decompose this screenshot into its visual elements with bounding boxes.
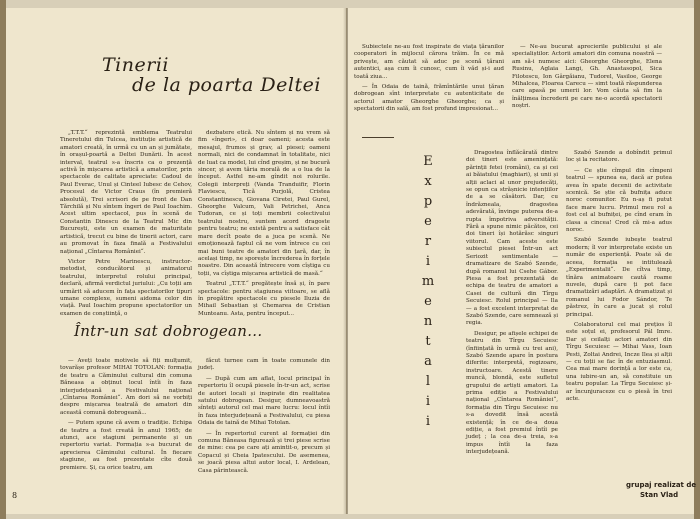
vertical-letter: E (423, 154, 433, 169)
left-column-1 (60, 130, 192, 321)
vertical-letter: p (423, 194, 433, 209)
paragraph: dezbatere etică. Nu sîntem și nu vrem să fim «îngeri», ci doar oameni; acesta este mesajul, frumos și grav, al piesei; oameni normali, nici de condamnat în totalitate, nici de luat ca model, lui cînd greșim, și ne bucură sincer, și avem tăria morală de a o lua de la început. Astfel ne-am gîndit noi rolurile. Colegii interpreți (Vanda Tranduifir, Florin Flaviescu, Tică Purjolă, Cristea Constantinescu, Giovana Ciretei, Paul Gurel, Gheorghe Valcum, Vali Petrichei, Anca Tudoran, ce și toți membrii colectivului teatrului nostru, suntem acord dragoste pentru teatru; ne există pentru a satisface cât mare decît poate de a juca pe scenă. Ne emoționează faptul că ne vom întrece cu cei mai buni teatre de amatori din țară, dar, în același timp, ne sporește încrederea în forțele noastre. Din această întrecere vom cîștiga cu toții, va cîștiga mișcarea artistică de masă.“ (198, 130, 330, 277)
vertical-letter: a (424, 354, 432, 369)
right-column-4 (566, 150, 672, 406)
paragraph: „T.T.T.“ reprezintă emblema Teatrului Tineretului din Tulcea, instituție artistică de amatori creată, în urmă cu un an și jumătate, în orașul-poartă a Deltei Dunării. În acest interval, teatrul s-a înscris ca o prezență activă în mișcarea artistică a amatorilor, prin spectacole de calitate apreciate: Cadoul de Paul Everac, Unul și Cinteel Iubesc de Cehov, Procesul de Victor Craus (în premieră absolută), Trei scrisori de pe front de Dan Tărchilă și Nu sîntem îngeri de Paul Ioachim. Acest ultim spectacol, pus în scenă de Constantin Dinescu de la Teatrul Mic din București, este un examen de maturitate artistică, trecut cu bine de tinerii actori, care au promovat în faza finală a Festivalului național „Cîntarea României“. (60, 130, 192, 255)
vertical-letter: e (424, 214, 432, 229)
vertical-letter: e (424, 294, 432, 309)
left-page (6, 8, 347, 514)
paragraph: Teatrul „T.T.T.“ pregătește însă și, în pare spectacole: pentru stagiunea viitoare, se află în pregătire spectacole cu piesele Iluzia de Mihail Sebastian și Chemarea de Cristian Munteanu. Asta, pentru început... (198, 281, 330, 317)
paragraph: — Ne-au bucurat aprecierile publicului și ale specialiștilor. Actorii amatori din comuna noastră — am să-i numesc aici: Gheorghe Gheorghe, Elena Rusinu, Aglaia Langi, Gh. Anastasopol, Sica Filotescu, Ion Gârgăianu, Tudorel, Vasiloe, George Mihalcea, Floarea Carecu — simt toată răspunderea care apasă pe umerii lor. Vom căuta să fim la înălțimea încrederii pe care ne-o acordă spectatorii noștri. (512, 44, 662, 110)
vertical-letter: x (424, 174, 432, 189)
right-column-3 (466, 150, 558, 460)
vertical-letter: m (421, 274, 435, 289)
paragraph: — În repertoriul curent al formației din comuna Băneasa figurează și trei piese scrise de mine: cea pe care ați amintit-o, precum și Copacul și Cheia Ipatescului. De asemenea, se joacă piesa altui autor local, I. Ardelean, Casa părintească. (198, 430, 330, 474)
vertical-letter: t (425, 334, 431, 349)
right-binding-edge (694, 0, 700, 519)
left-column-4 (198, 358, 330, 478)
vertical-letter: i (425, 414, 431, 429)
paragraph: — În Odaia de taină, frămîntările unui țăran dobrogean sînt interpretate cu autenticitate de actorul amator Gheorghe Gheorghe; ca și spectatorii din sală, am fost profund impresionat... (354, 84, 504, 113)
paragraph: — Aveți toate motivele să fiți mulțumit, tovarășe profesor MIHAI TOTOLAN: formația de teatru a Căminului cultural din comuna Băneasa a obținut locul întîi în faza interjudețeană a Festivalului național „Cîntarea României“. Am dori să ne vorbiți despre mișcarea teatrală de amatori din această comună dobrogeană... (60, 358, 192, 416)
paragraph: — După cum am aflat, locul principal în repertoriu îl ocupă piesele în-tr-un act, scrise de autori locali și inspirate din realitatea satului dobrogean. Desigur, dumneavoastră sînteți autorul cel mai mare lucru: locul întîi în faza interjudețeană a Festivalului, cu piesa Odaia de taină de Mihai Totolan. (198, 375, 330, 427)
vertical-letter: i (425, 394, 431, 409)
paragraph: Szabó Szende iubește teatrul modern; îl vor interpretate existe un număr de experiență. Poate să de aceea, formația se intitulează „Experimentalii“. De cîtva timp, tînăra animatoare caută roame nuvele, după care ți pot face dramatizări adaptări. A dramatizat și romanul lui Fodor Sándor, Te păstrez, în care a jucat și rolul principal. (566, 237, 672, 318)
paragraph: Subiectele ne-au fost inspirate de viața țăranilor cooperatori în mijlocul cărora trăim. În ce mă privește, am căutat să aduc pe scenă țărani autentici, așa cum îi cunosc, cum îi văd și-i aud toată ziua... (354, 44, 504, 80)
right-column-1 (354, 44, 504, 117)
article-title-line2: de la poarta Deltei (132, 74, 321, 96)
paragraph: Szabó Szende a dobîndit primul loc și la recitatore. (566, 150, 672, 164)
vertical-letter: n (423, 314, 433, 329)
left-column-3 (60, 358, 192, 475)
paragraph: Desigur, pe afișele echipei de teatru din Tîrgu Secuiesc (înființată în urmă cu trei ani), Szabó Szende apare în postura diferite: interpretă, regizoare, instructoare. Acestă tinere muncă, blondă, este sufletul grupului de artiști amatori. La prima ediție a Festivalului național „Cîntarea României“, formația din Tîrgu Secuiesc nu s-a dovedit însă acestă existență; în ce de-a doua ediție, a fost premiul întîi pe județ ; la cea de-a treia, s-a impus întîi la faza interjudețeană. (466, 330, 558, 456)
vertical-letter: i (425, 254, 431, 269)
credit-line: grupaj realizat de (626, 481, 697, 489)
paragraph: Victor Petre Marinescu, instructor-metodist, conducătorul și animatorul teatrului, interpretul rolului principal, declară, afirmă verdictul juriului: „Cu toții am urmărit să aducem în fața spectatorilor tipuri umane complexe, sumeni aidoma celor din viață. Paul Ioachim propune spectatorilor un examen de conștiință, o (60, 258, 192, 317)
credit-author: Stan Vlad (640, 491, 679, 499)
paragraph: Colaboratorul cel mai prețios îl este soțul ei, profesorul Pál Imre. Dar și ceilalți actori amatori din Tîrgu Secuiesc — Mihai Vass, Ioan Pesti, Zoltai Andrei, Incze Ilea și alții — cu toții se fac în de entuziasmul. Cea mai mare dorință a lor este ca, una iubire-un an, să constituie un teatru popular. La Tîrgu Secuiesc și-ar încunjuraceze cu o piesă în trei acte. (566, 321, 672, 402)
paragraph: — Ce știe cîmpul din cîmpeni teatrul — spunea ea, dacă ar putea avea în spate decenii de activitate scenică. Se știe că bufnița aduce noroc comunitor. Eu n-aș fi putut face mare lucru. Primul meu rol a fost cel al bufniței, pe cînd eram în clasa a cincea! Cred că mi-a adus noroc. (566, 167, 672, 234)
vertical-section-title (421, 152, 435, 432)
article-title-line1: Tinerii (102, 54, 169, 76)
article-subtitle: Într-un sat dobrogean... (74, 322, 263, 340)
right-column-2 (512, 44, 662, 114)
vertical-letter: l (425, 374, 431, 389)
paragraph: făcut turnee cam în toate comunele din județ. (198, 358, 330, 372)
page-number: 8 (12, 491, 18, 500)
paragraph: Dragostea înflăcărată dintre doi tineri este amenințată: părinții fetei (români), ca și cei ai băiatului (maghiari), și unii și alții aclaci al unor prejudecăți, se opun ca strășnicie intențiilor de a se căsători. Dar, cu îndrăzneala, dragostea adevărată, învinge puterea de-a rupta împotriva adversității. Fără a spune nimic păcătos, cei doi tineri își hotărăsc singuri viitorul. Cam aceste este subiectul piesei Într-un act Seriozit sentimentale — dramatizare de Szabó Szende, după romanul lui Csehe Gábor. Piesa a fost prezentată de echipa de teatru de amatori a Casei de cultură din Tîrgu Secuiesc. Rolul principal — Ila — a fost excelent interpretat de Szabó Szende, care semnează și regia. (466, 150, 558, 327)
paragraph: — Putem spune că avem o tradiție. Echipa de teatru a fost creată în anul 1965; de atunci, ace stagiuni permanente și un repertoriu variat. Formația s-a bucurat de aprecierea Căminului cultural. În fiecare stagiune, au fost prezentate cîte două premiere. Și, ca orice teatru, am (60, 420, 192, 471)
section-divider (362, 137, 394, 138)
vertical-letter: r (424, 234, 432, 249)
left-column-2 (198, 130, 330, 321)
